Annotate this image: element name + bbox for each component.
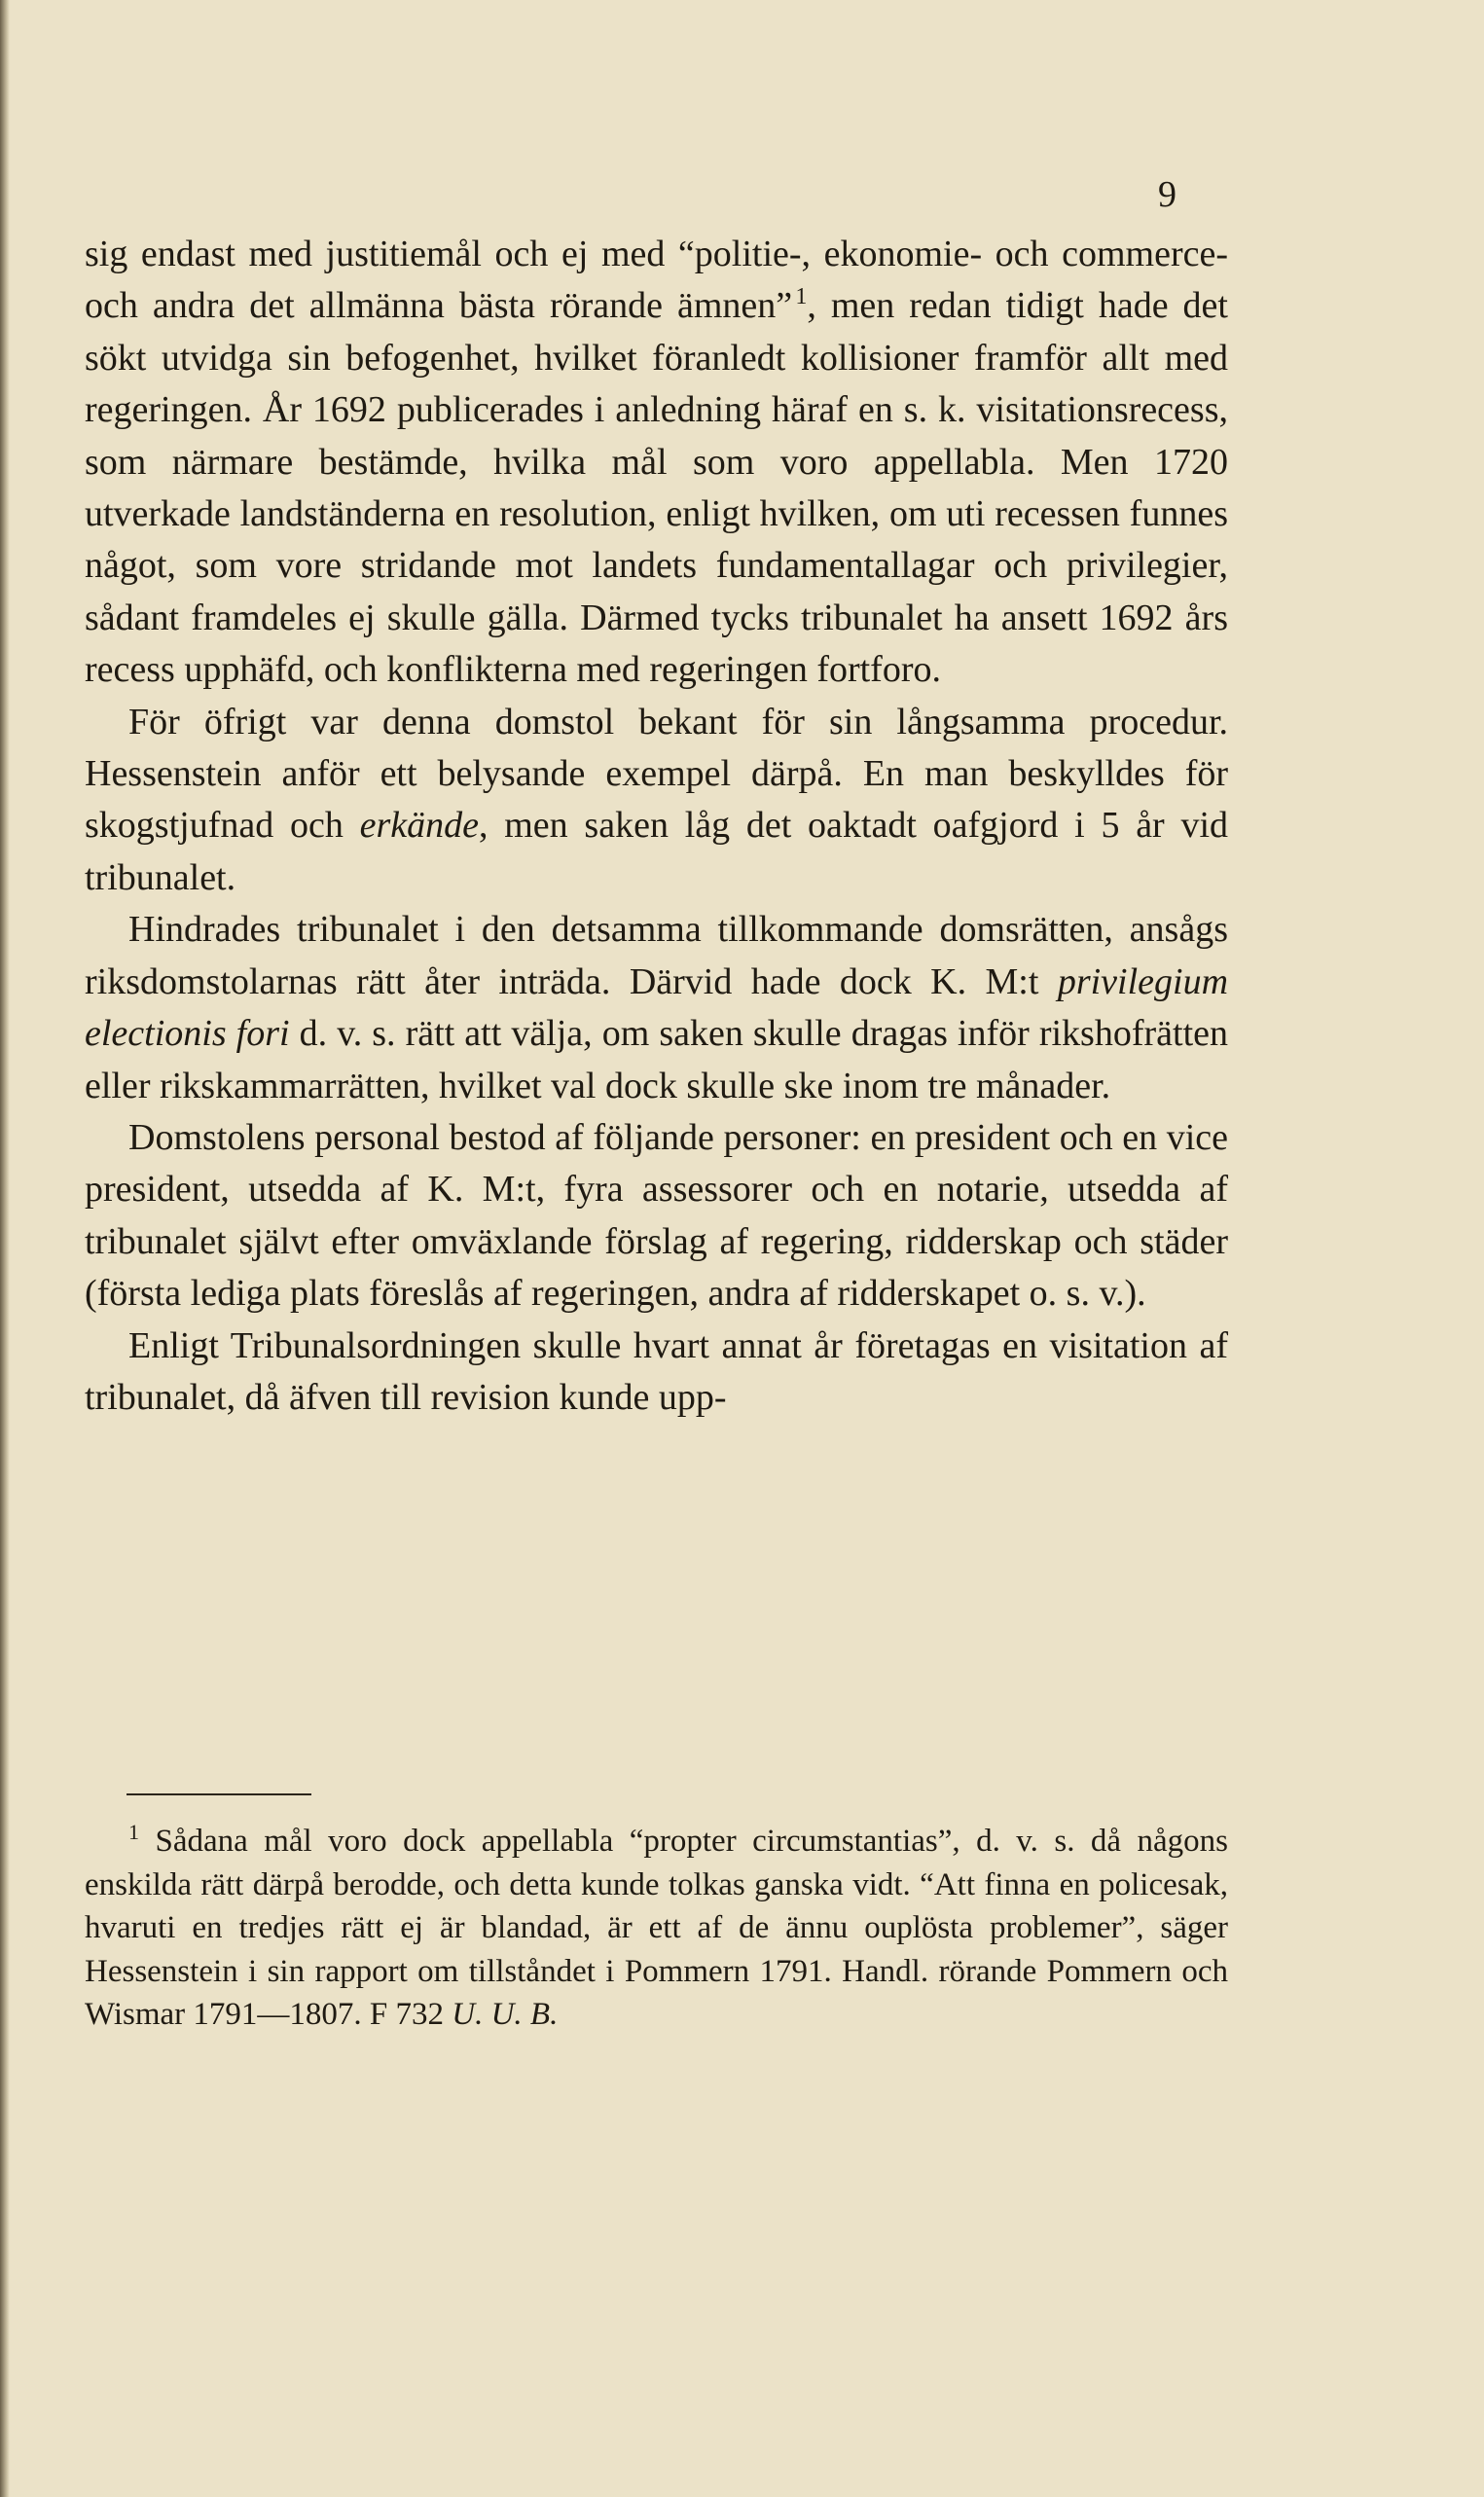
paragraph-3-emphasis: privilegium electionis fori [85,960,1229,1055]
footnote-marker: 1 [128,1820,139,1844]
footnote [85,1820,1228,2037]
page-number: 9 [1158,174,1176,215]
paragraph-5: Enligt Tribunalsordningen skulle hvart annat år företagas en visitation af tribunalet, då äfven till revision kunde upp- [85,1324,1228,1418]
paragraph-2-emphasis: erkände [359,805,479,847]
body-text [85,229,1228,1424]
paragraph-3-text-a: Hindrades tribunalet i den detsamma tillkommande domsrätten, ansågs riksdomstolarnas rätt åter inträda. Därvid hade dock K. M:t [85,909,1228,1002]
page-left-edge [0,0,10,2497]
paragraph-3 [85,904,1228,1112]
paragraph-1-text-b: , men redan tidigt hade det sökt utvidga sin befogenhet, hvilket föranledt kollisioner framför allt med regeringen. År 1692 publicerades i anledning häraf en s. k. visitationsrecess, som närmare bestämde, hvilka mål som voro appellabla. Men 1720 utverkade landständerna en resolution, enligt hvilken, om uti recessen funnes något, som vore stridande mot landets fundamentallagar och privilegier, sådant framdeles ej skulle gälla. Därmed tycks tribunalet ha ansett 1692 års recess upphäfd, och konflikterna med regeringen fortforo. [85,285,1228,691]
footnote-1 [85,1820,1228,2037]
paragraph-1 [85,229,1228,697]
paragraph-2-text-b: , men saken låg det oaktadt oafgjord i 5 år vid tribunalet. [85,805,1229,898]
paragraph-2 [85,697,1228,905]
footnote-divider [127,1793,311,1795]
footnote-text: Sådana mål voro dock appellabla “propter circumstantias”, d. v. s. då någons enskilda rätt därpå berodde, och detta kunde tolkas ganska vidt. “Att finna en policesak, hvaruti en tredjes rätt ej är blandad, är ett af de ännu ouplösta problemer”, säger Hessenstein i sin rapport om tillståndet i Pommern 1791. Handl. rörande Pommern och Wismar 1791—1807. F 732 [85,1824,1229,2032]
paragraph-1-text-a: sig endast med justitiemål och ej med “politie-, ekonomie- och commerce- och andra det allmänna bästa rörande ämnen” [85,234,1228,327]
paragraph-4: Domstolens personal bestod af följande personer: en president och en vice president, utsedda af K. M:t, fyra assessorer och en notarie, utsedda af tribunalet självt efter omväxlande förslag af regering, ridderskap och städer (första lediga plats föreslås af regeringen, andra af ridderskapet o. s. v.). [85,1116,1228,1315]
footnote-ref: 1 [795,284,808,310]
footnote-source: U. U. B. [452,1997,559,2032]
paragraph-2-text-a: För öfrigt var denna domstol bekant för sin långsamma procedur. Hessenstein anför ett belysande exempel därpå. En man beskylldes för skogstjufnad och [85,701,1228,847]
paragraph-3-text-b: d. v. s. rätt att välja, om saken skulle dragas inför rikshofrätten eller rikskammarrätten, hvilket val dock skulle ske inom tre månader. [85,1013,1228,1106]
